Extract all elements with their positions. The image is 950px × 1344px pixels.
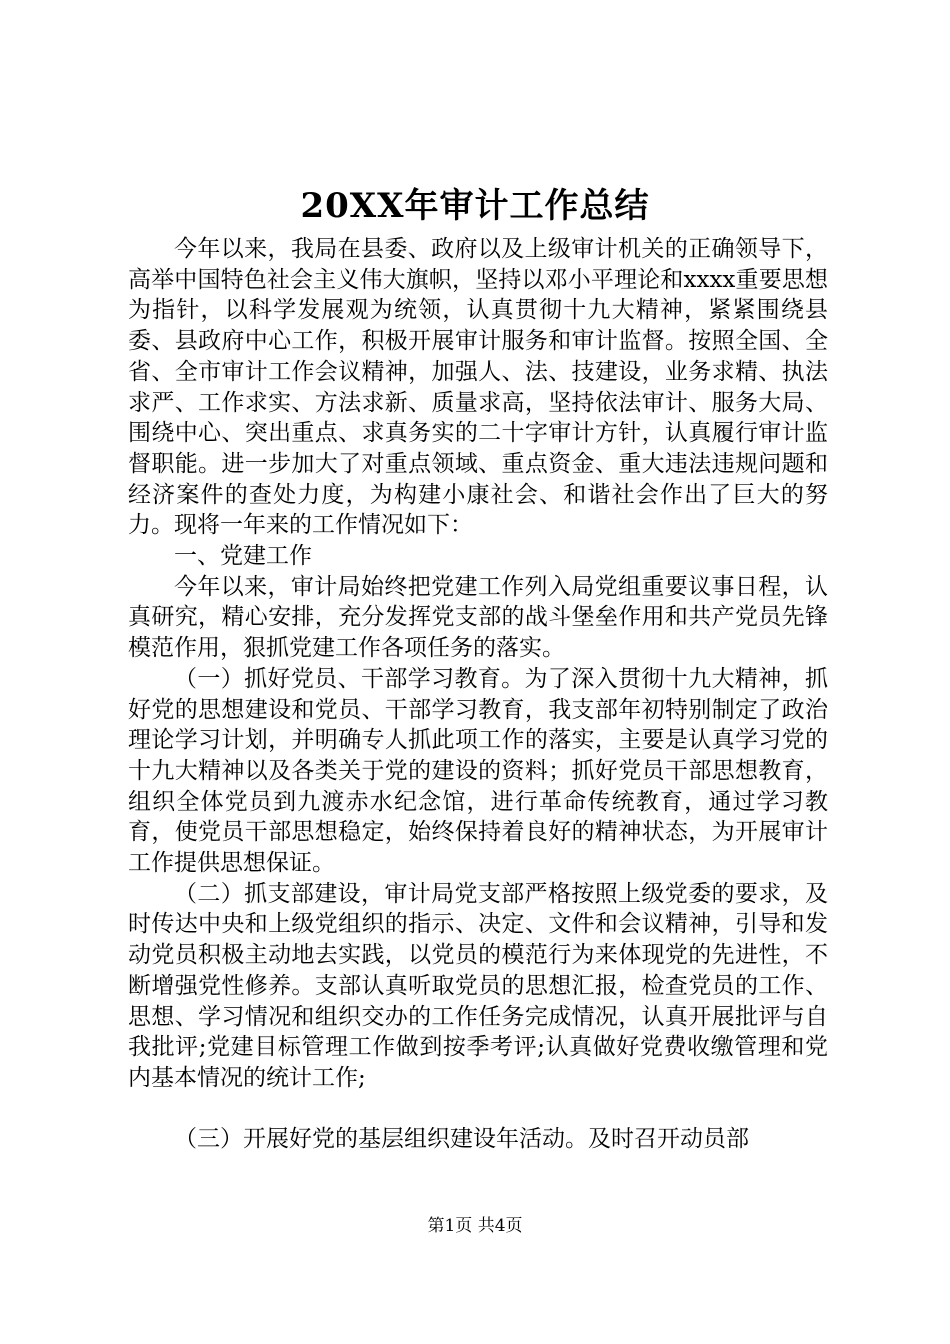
paragraph-grassroots-organization: （三）开展好党的基层组织建设年活动。及时召开动员部: [174, 1125, 749, 1152]
document-title: 20XX年审计工作总结: [300, 186, 650, 226]
paragraph-intro: 今年以来，我局在县委、政府以及上级审计机关的正确领导下，高举中国特色社会主义伟大旗帜，坚持以邓小平理论和xxxx重要思想为指针，以科学发展观为统领，认真贯彻十九大精神，紧紧围绕县委、县政府中心工作，积极开展审计服务和审计监督。按照全国、全省、全市审计工作会议精神，加强人、法、技建设，业务求精、执法求严、工作求实、方法求新、质量求高，坚持依法审计、服务大局、围绕中心、突出重点、求真务实的二十字审计方针，认真履行审计监督职能。进一步加大了对重点领域、重点资金、重大违法违规问题和经济案件的查处力度，为构建小康社会、和谐社会作出了巨大的努力。现将一年来的工作情况如下：: [128, 236, 828, 539]
document-body: [128, 234, 828, 1154]
paragraph-branch-construction: （二）抓支部建设，审计局党支部严格按照上级党委的要求，及时传达中央和上级党组织的指示、决定、文件和会议精神，引导和发动党员积极主动地去实践，以党员的模范行为来体现党的先进性，不断增强党性修养。支部认真听取党员的思想汇报，检查党员的工作、思想、学习情况和组织交办的工作任务完成情况，认真开展批评与自我批评;党建目标管理工作做到按季考评;认真做好党费收缴管理和党内基本情况的统计工作;: [128, 880, 828, 1091]
page-number-footer: 第1页 共4页: [427, 1216, 523, 1236]
paragraph-study-education: （一）抓好党员、干部学习教育。为了深入贯彻十九大精神，抓好党的思想建设和党员、干部学习教育，我支部年初特别制定了政治理论学习计划，并明确专人抓此项工作的落实，主要是认真学习党的十九大精神以及各类关于党的建设的资料；抓好党员干部思想教育，组织全体党员到九渡赤水纪念馆，进行革命传统教育，通过学习教育，使党员干部思想稳定，始终保持着良好的精神状态，为开展审计工作提供思想保证。: [128, 665, 828, 877]
section-heading-party-building: 一、党建工作: [174, 543, 312, 570]
paragraph-party-building: 今年以来，审计局始终把党建工作列入局党组重要议事日程，认真研究，精心安排，充分发挥党支部的战斗堡垒作用和共产党员先锋模范作用，狠抓党建工作各项任务的落实。: [128, 573, 828, 662]
